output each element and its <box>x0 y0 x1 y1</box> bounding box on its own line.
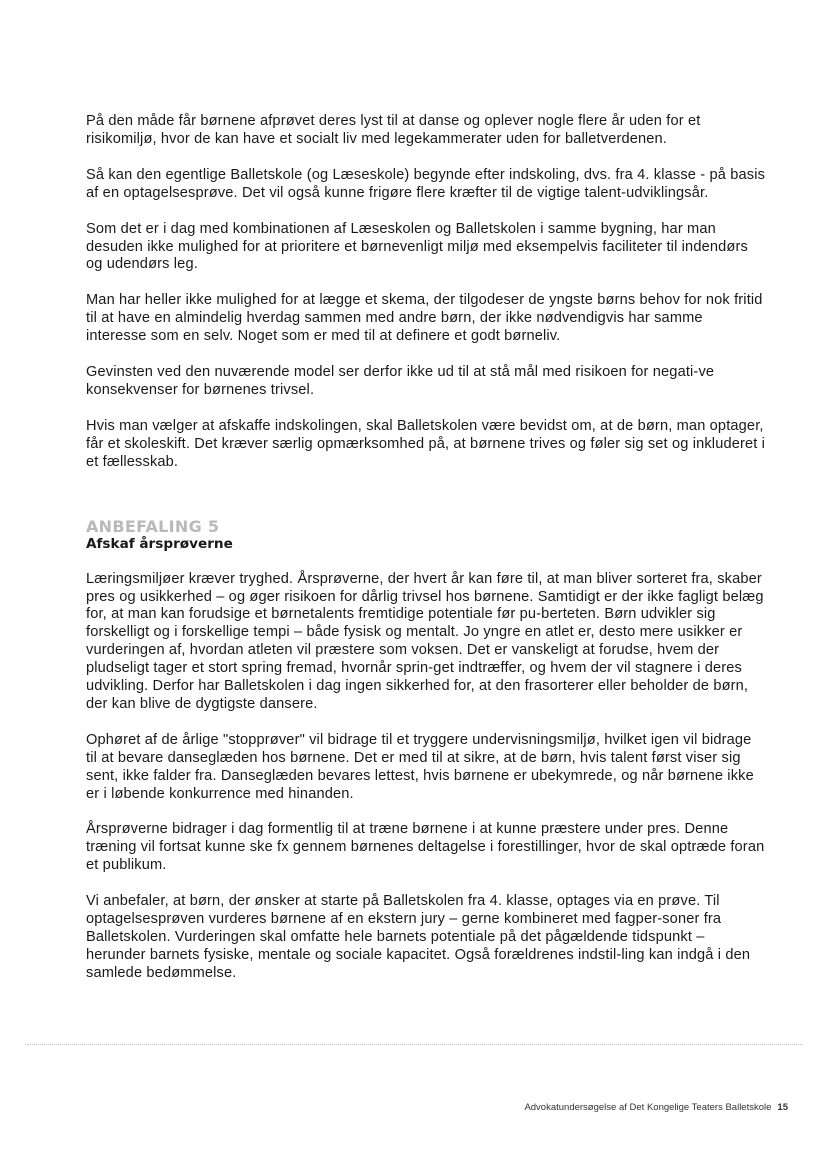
body-paragraph: Gevinsten ved den nuværende model ser derfor ikke ud til at stå mål med risikoen for negati-ve konsekvenser for børnenes trivsel. <box>86 364 715 398</box>
body-paragraph: Årsprøverne bidrager i dag formentlig til at træne børnene i at kunne præstere under pres. Denne træning vil fortsat kunne ske fx gennem børnenes deltagelse i forestillinger, hvor de skal optræde foran et publikum. <box>86 821 765 874</box>
section-kicker: ANBEFALING 5 <box>86 516 220 536</box>
page-content <box>86 113 766 1001</box>
body-paragraph: Som det er i dag med kombinationen af Læseskolen og Balletskolen i samme bygning, har man desuden ikke mulighed for at prioritere et børnevenligt miljø med eksempelvis faciliteter til indendørs og udendørs leg. <box>86 220 748 273</box>
body-paragraph: Læringsmiljøer kræver tryghed. Årsprøverne, der hvert år kan føre til, at man bliver sorteret fra, skaber pres og usikkerhed – og øger risikoen for dårlig trivsel hos børnene. Samtidigt er der ikke fagligt belæg for, at man kan forudsige et børnetalents fremtidige potentiale før pu-berteten. Børn udvikler sig forskelligt og i forskellige tempi – både fysisk og mentalt. Jo yngre en atlet er, desto mere usikker er vurderingen af, hvordan atleten vil præstere som voksen. Det er vanskeligt at forudse, hvem der pludseligt tager et stort spring fremad, hvornår sprin-get indtræffer, og hvem der vil stagnere i deres udvikling. Derfor har Balletskolen i dag ingen sikkerhed for, at den frasorterer eller beholder de børn, der kan blive de dygtigste dansere. <box>86 570 764 712</box>
body-paragraph: Man har heller ikke mulighed for at lægge et skema, der tilgodeser de yngste børns behov for nok fritid til at have en almindelig hverdag sammen med andre børn, der ikke nødvendigvis har samme interesse som en selv. Noget som er med til at definere et godt børneliv. <box>86 292 763 345</box>
body-paragraph: Så kan den egentlige Balletskole (og Læseskole) begynde efter indskoling, dvs. fra 4. klasse - på basis af en optagelsesprøve. Det vil også kunne frigøre flere kræfter til de vigtige talent-udviklingsår. <box>86 166 766 201</box>
body-paragraph: Vi anbefaler, at børn, der ønsker at starte på Balletskolen fra 4. klasse, optages via en prøve. Til optagelsesprøven vurderes børnene af en ekstern jury – gerne kombineret med fagper-soner fra Balletskolen. Vurderingen skal omfatte hele barnets potentiale på det pågældende tidspunkt – herunder barnets fysiske, mentale og sociale kapacitet. Også forældrenes indstil-ling kan indgå i den samlede bedømmelse. <box>86 893 751 981</box>
body-paragraph: Ophøret af de årlige "stopprøver" vil bidrage til et tryggere undervisningsmiljø, hvilket igen vil bidrage til at bevare danseglæden hos børnene. Det er med til at sikre, at de børn, hvis talent først viser sig sent, ikke falder fra. Danseglæden bevares lettest, hvis børnene er ubekymrede, og når børnene ikke er i løbende konkurrence med hinanden. <box>86 731 754 802</box>
body-paragraph: Hvis man vælger at afskaffe indskolingen, skal Balletskolen være bevidst om, at de børn, man optager, får et skoleskift. Det kræver særlig opmærksomhed på, at børnene trives og føler sig set og inkluderet i et fællesskab. <box>86 417 766 470</box>
page-number: 15 <box>777 1102 788 1113</box>
section-title: Afskaf årsprøverne <box>86 535 233 552</box>
footer-title: Advokatundersøgelse af Det Kongelige Teaters Balletskole <box>524 1102 772 1113</box>
page-footer <box>524 1102 788 1113</box>
footer-divider <box>27 1044 803 1045</box>
body-paragraph: På den måde får børnene afprøvet deres lyst til at danse og oplever nogle flere år uden for et risikomiljø, hvor de kan have et socialt liv med legekammerater uden for balletverdenen. <box>86 113 701 147</box>
recommendation-section <box>86 518 766 983</box>
